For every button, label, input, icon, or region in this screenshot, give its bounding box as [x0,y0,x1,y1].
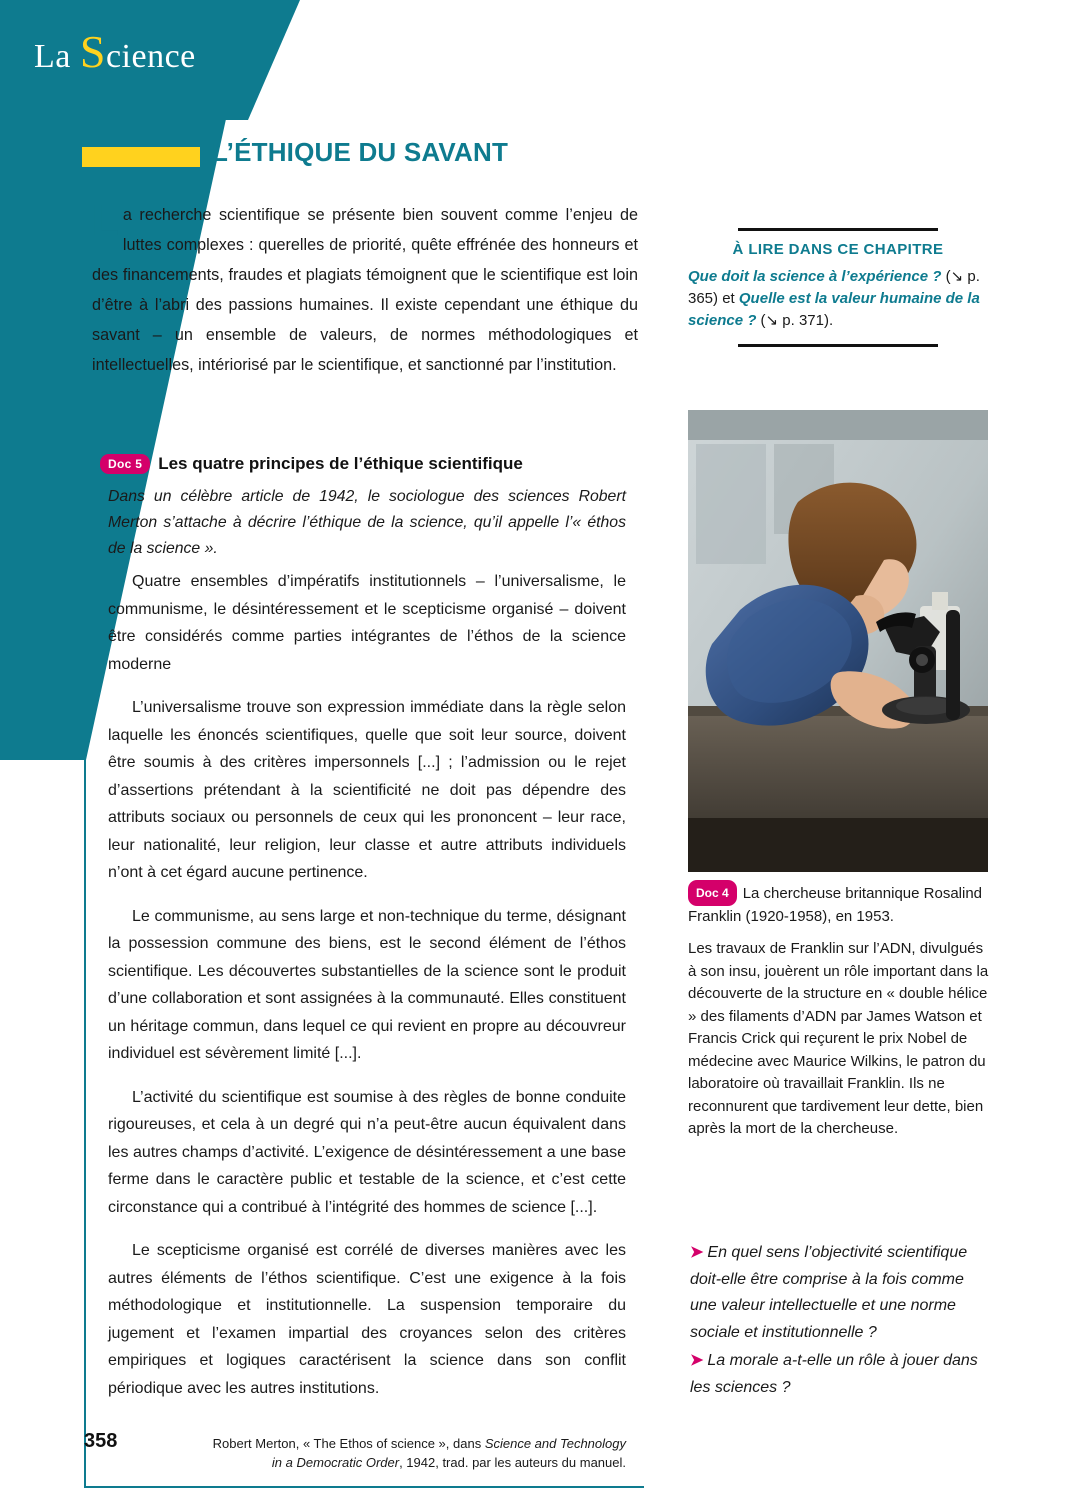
chapter-title-row [82,137,702,179]
a-lire-link-2[interactable]: Quelle est la valeur humaine de la science ? [688,290,980,329]
intro-text: a recherche scientifique se présente bien souvent comme l’enjeu de luttes complexes : querelles de priorité, quête effrénée des honneurs et des financements, fraudes et plagiats témoignent que le scientifique est loin d’être à l’abri des passions humaines. Il existe cependant une éthique du savant – un ensemble de valeurs, de normes méthodologiques et intellectuelles, intériorisé par le scientifique, et sanctionné par l’institution. [92,206,638,374]
doc4-caption-text: La chercheuse britannique Rosalind Franklin (1920-1958), en 1953. [688,885,983,925]
question-2-text: La morale a-t-elle un rôle à jouer dans les sciences ? [690,1352,978,1396]
doc5-paragraph-3: Le communisme, au sens large et non-technique du terme, désignant la possession commune des biens, est le second élément de l’éthos scientifique. Les découvertes substantielles de la science sont le produit d’une collaboration et sont assignées à la communauté. Elles constituent un héritage commun, dans lequel ce qui revient en propre au découvreur individuel est sévèrement limité [...]. [108,907,626,1062]
chapter-intro [92,196,638,380]
question-1-text: En quel sens l’objectivité scientifique doit-elle être comprise à la fois comme une valeur intellectuelle et une norme sociale et institutionnelle ? [690,1244,968,1341]
doc5-source-part2: , 1942, trad. par les auteurs du manuel. [399,1455,626,1470]
a-lire-page-1: (↘ p. 365) [688,268,980,307]
question-item-2 [690,1348,990,1401]
arrow-bullet-icon: ➤ [690,1244,704,1261]
a-lire-page-2: (↘ p. 371). [760,312,834,329]
doc5-paragraph-1: Quatre ensembles d’impératifs institutionnels – l’universalisme, le communisme, le désintéressement et le scepticisme organisé – doivent être considérés comme parties intégrantes de l’éthos de la science moderne [108,573,626,673]
questions-block [690,1240,990,1403]
a-lire-body [688,266,988,332]
doc4-badge: Doc 4 [688,880,737,906]
running-head-prefix: La [34,38,80,75]
photo-illustration [688,410,988,872]
doc4-body: Les travaux de Franklin sur l’ADN, divulgués à son insu, jouèrent un rôle important dans la découverte de la structure en « double hélice » des filaments d’ADN par James Watson et Francis Crick qui reçurent le prix Nobel de médecine avec Maurice Wilkins, le patron du laboratoire où travaillait Franklin. Ils ne reconnurent que tardivement leur dette, bien après la mort de la chercheuse. [688,940,989,1137]
doc5-badge: Doc 5 [100,454,150,474]
a-lire-connector: et [718,290,739,307]
intro-dropcap: L [92,196,119,245]
title-accent-bar [82,147,200,167]
doc4-caption [688,880,990,928]
doc5-header [86,418,644,474]
page-title: L’ÉTHIQUE DU SAVANT [212,137,509,167]
doc5-paragraph-2: L’universalisme trouve son expression immédiate dans la règle selon laquelle les énoncés scientifiques, quelle que soit leur source, doivent être soumis à des critères impersonnels [...] ; l’admission ou le rejet d’assertions prétendant à la scientificité ne doit pas dépendre des attributs sociaux ou personnels de ceux qui les prononcent – leur race, leur nationalité, leur religion, leur classe et autre attributs individuels n’ont à cet égard aucune pertinence. [108,699,626,881]
doc5-title: Les quatre principes de l’éthique scientifique [158,454,523,473]
rule-bottom [738,344,938,347]
a-lire-title: À LIRE DANS CE CHAPITRE [732,241,944,258]
arrow-bullet-icon-2: ➤ [690,1352,704,1369]
doc5-source [86,1418,644,1472]
rule-top [738,228,938,231]
a-lire-link-1[interactable]: Que doit la science à l’expérience ? [688,268,942,285]
doc5-source-italic2: in a Democratic Order [271,1455,400,1470]
running-head [34,26,196,77]
doc5-paragraph-5: Le scepticisme organisé est corrélé de diverses manières avec les autres éléments de l’éthos scientifique. C’est une exigence à la fois méthodologique et institutionnelle. La suspension temporaire du jugement et l’examen impartial des croyances selon des critères empiriques et logiques caractérisent la science dans son conflit périodique avec les autres institutions. [108,1242,626,1397]
doc5-paragraph-4: L’activité du scientifique est soumise à des règles de bonne conduite rigoureuses, et cela à un degré qui n’a peut-être aucun équivalent dans les autres champs d’activité. L’exigence de désintéressement a une base ferme dans le caractère public et testable de la science, et c’est cette circonstance qui a contribué à l’intégrité des hommes de science [...]. [108,1088,626,1216]
page-number: 358 [84,1430,118,1452]
doc5-source-italic1: Science and Technology [484,1436,626,1451]
question-item-1 [690,1240,990,1346]
doc5-chapo: Dans un célèbre article de 1942, le sociologue des sciences Robert Merton s’attache à décrire l’éthique de la science, qu’il appelle l’« éthos de la science ». [108,488,626,557]
woman-at-microscope-photo [688,410,988,872]
running-head-initial: S [79,26,106,77]
doc5-source-part1: Robert Merton, « The Ethos of science », dans [212,1436,485,1451]
running-head-rest: cience [105,38,196,75]
a-lire-box [688,228,988,347]
doc5-block [84,418,644,1488]
doc4-block [688,880,990,1141]
